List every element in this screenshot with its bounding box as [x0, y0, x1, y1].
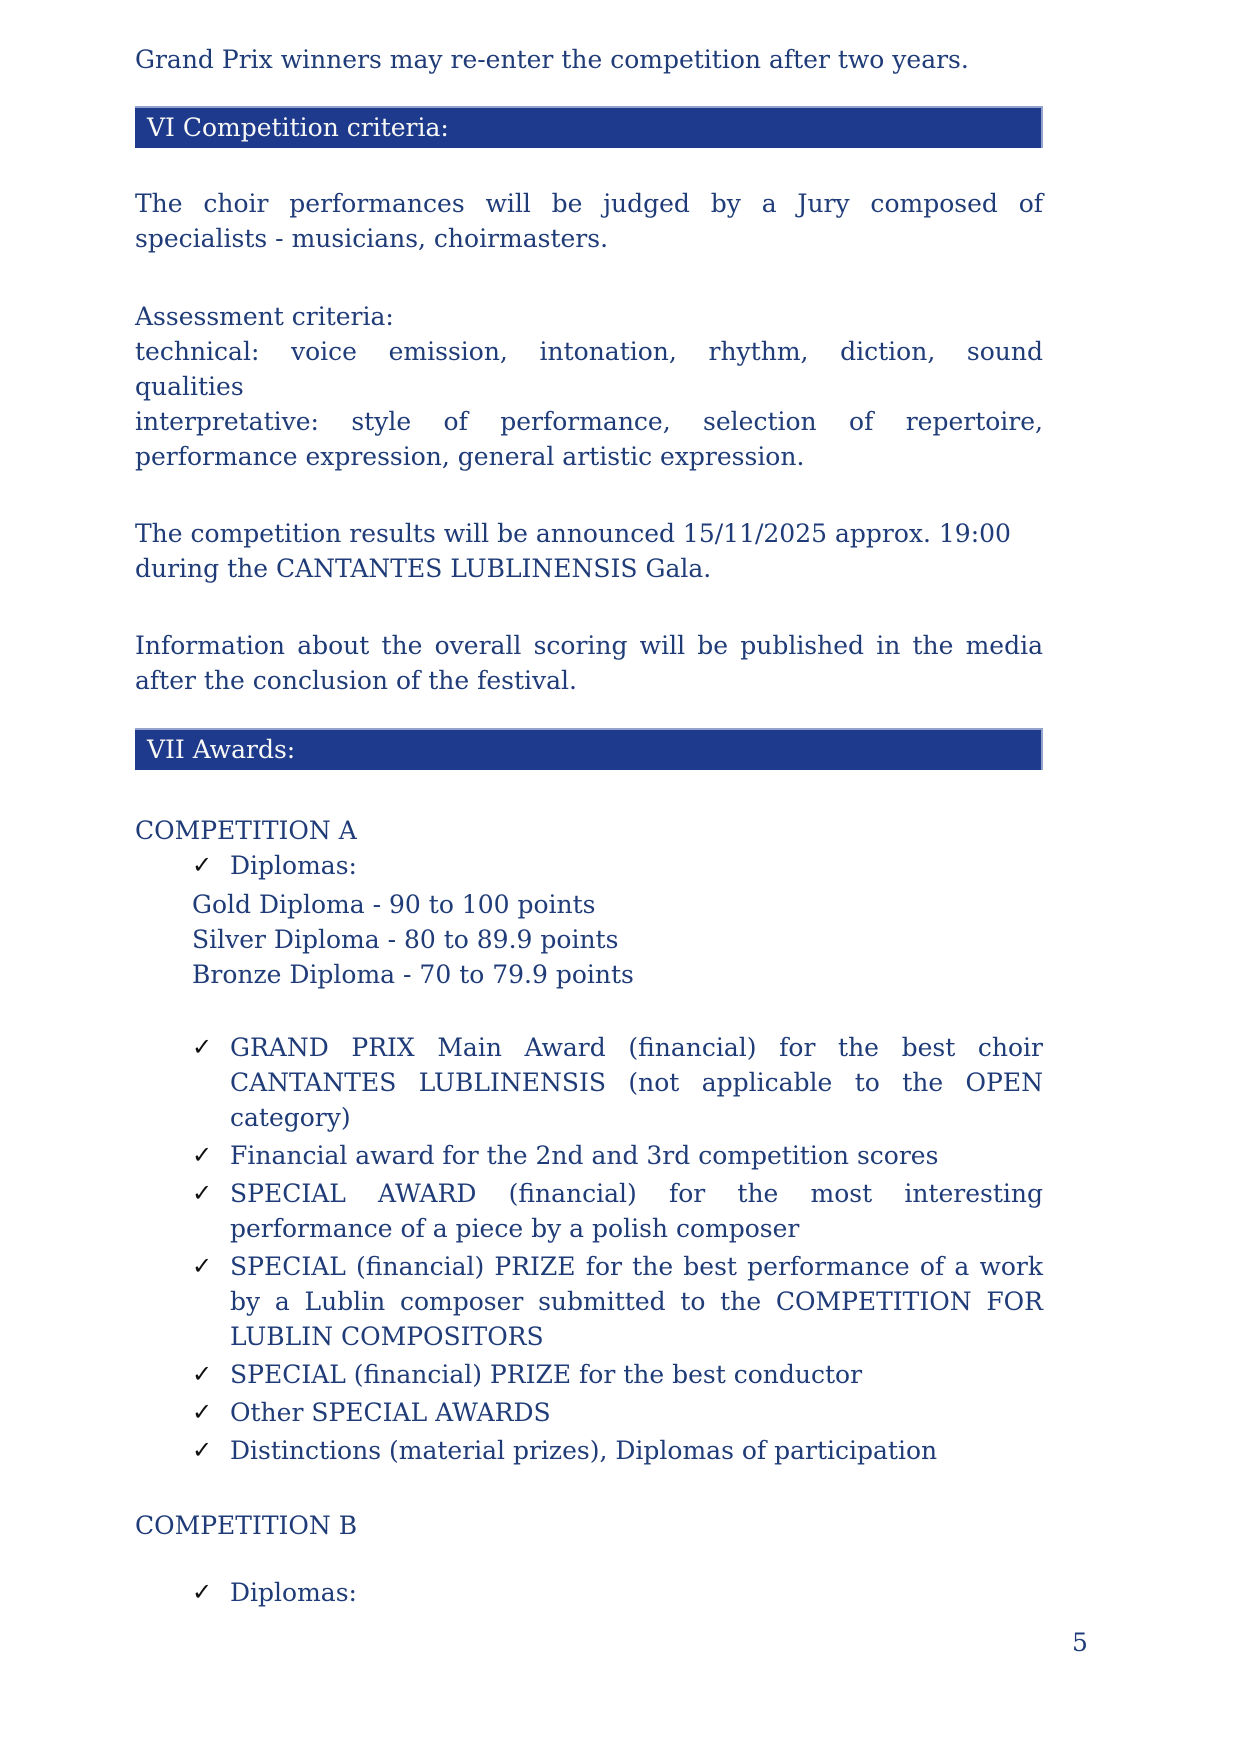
text-line: SPECIAL (financial) PRIZE for the best conductor	[230, 1360, 863, 1389]
text-line: The choir performances will be judged by a Jury composed of	[135, 189, 1043, 218]
awards-check-list	[135, 1030, 1043, 1468]
media-paragraph	[135, 628, 1043, 698]
section-heading-label: VI Competition criteria:	[147, 113, 449, 142]
text-line: after the conclusion of the festival.	[135, 666, 577, 695]
text-line: LUBLIN COMPOSITORS	[230, 1322, 544, 1351]
text-line: Financial award for the 2nd and 3rd competition scores	[230, 1141, 939, 1170]
text-line: category)	[230, 1103, 351, 1132]
check-item-text: Diplomas:	[230, 1578, 357, 1607]
check-icon: ✓	[192, 1252, 213, 1280]
check-item-text	[230, 1433, 1043, 1468]
text-line: Assessment criteria:	[135, 302, 394, 331]
text-line: during the CANTANTES LUBLINENSIS Gala.	[135, 554, 712, 583]
check-list-item	[135, 1249, 1043, 1354]
text-line: SPECIAL AWARD (financial) for the most interesting	[230, 1179, 1043, 1208]
text-line: specialists - musicians, choirmasters.	[135, 224, 609, 253]
diploma-range-line: Silver Diploma - 80 to 89.9 points	[192, 925, 619, 954]
text-line: The competition results will be announced 15/11/2025 approx. 19:00	[135, 519, 1011, 548]
text-line: interpretative: style of performance, selection of repertoire,	[135, 407, 1043, 436]
check-list-item	[135, 1138, 1043, 1173]
check-list-item-diplomas-b	[135, 1575, 1043, 1610]
text-line: qualities	[135, 372, 244, 401]
text-line: SPECIAL (financial) PRIZE for the best performance of a work	[230, 1252, 1043, 1281]
section-heading-competition-criteria	[135, 106, 1043, 148]
check-list-item	[135, 1030, 1043, 1135]
text-line: technical: voice emission, intonation, rhythm, diction, sound	[135, 337, 1043, 366]
check-item-text	[230, 1176, 1043, 1246]
check-list-item	[135, 1176, 1043, 1246]
page-content	[135, 42, 1043, 1613]
section-heading-label: VII Awards:	[147, 735, 296, 764]
check-icon: ✓	[192, 1436, 213, 1464]
diploma-ranges	[192, 887, 1043, 992]
intro-paragraph	[135, 42, 1043, 77]
results-paragraph	[135, 516, 1043, 586]
check-list-item	[135, 1433, 1043, 1468]
page-number: 5	[1072, 1628, 1088, 1657]
text-line: CANTANTES LUBLINENSIS (not applicable to the OPEN	[230, 1068, 1043, 1097]
text-line: performance of a piece by a polish composer	[230, 1214, 800, 1243]
jury-paragraph	[135, 186, 1043, 256]
section-heading-awards	[135, 728, 1043, 770]
text-line: Other SPECIAL AWARDS	[230, 1398, 551, 1427]
diploma-range-line: Bronze Diploma - 70 to 79.9 points	[192, 960, 634, 989]
text-line: Distinctions (material prizes), Diplomas of participation	[230, 1436, 938, 1465]
text-line: Grand Prix winners may re-enter the competition after two years.	[135, 45, 969, 74]
check-icon: ✓	[192, 1578, 213, 1606]
text-line: GRAND PRIX Main Award (financial) for the best choir	[230, 1033, 1043, 1062]
competition-a-title: COMPETITION A	[135, 816, 357, 845]
check-item-text: Diplomas:	[230, 851, 357, 880]
diploma-range-line: Gold Diploma - 90 to 100 points	[192, 890, 596, 919]
check-list-item	[135, 1395, 1043, 1430]
check-item-text	[230, 1395, 1043, 1430]
check-icon: ✓	[192, 1141, 213, 1169]
check-icon: ✓	[192, 1398, 213, 1426]
check-item-text	[230, 1249, 1043, 1354]
check-item-text	[230, 1138, 1043, 1173]
check-icon: ✓	[192, 851, 213, 879]
text-line: performance expression, general artistic expression.	[135, 442, 805, 471]
check-icon: ✓	[192, 1360, 213, 1388]
check-item-text	[230, 1357, 1043, 1392]
check-item-text	[230, 1030, 1043, 1135]
check-list-item-diplomas-a	[135, 848, 1043, 883]
assessment-paragraph	[135, 299, 1043, 474]
competition-b-title: COMPETITION B	[135, 1511, 358, 1540]
check-icon: ✓	[192, 1179, 213, 1207]
text-line: by a Lublin composer submitted to the COMPETITION FOR	[230, 1287, 1043, 1316]
check-icon: ✓	[192, 1033, 213, 1061]
text-line: Information about the overall scoring will be published in the media	[135, 631, 1043, 660]
check-list-item	[135, 1357, 1043, 1392]
